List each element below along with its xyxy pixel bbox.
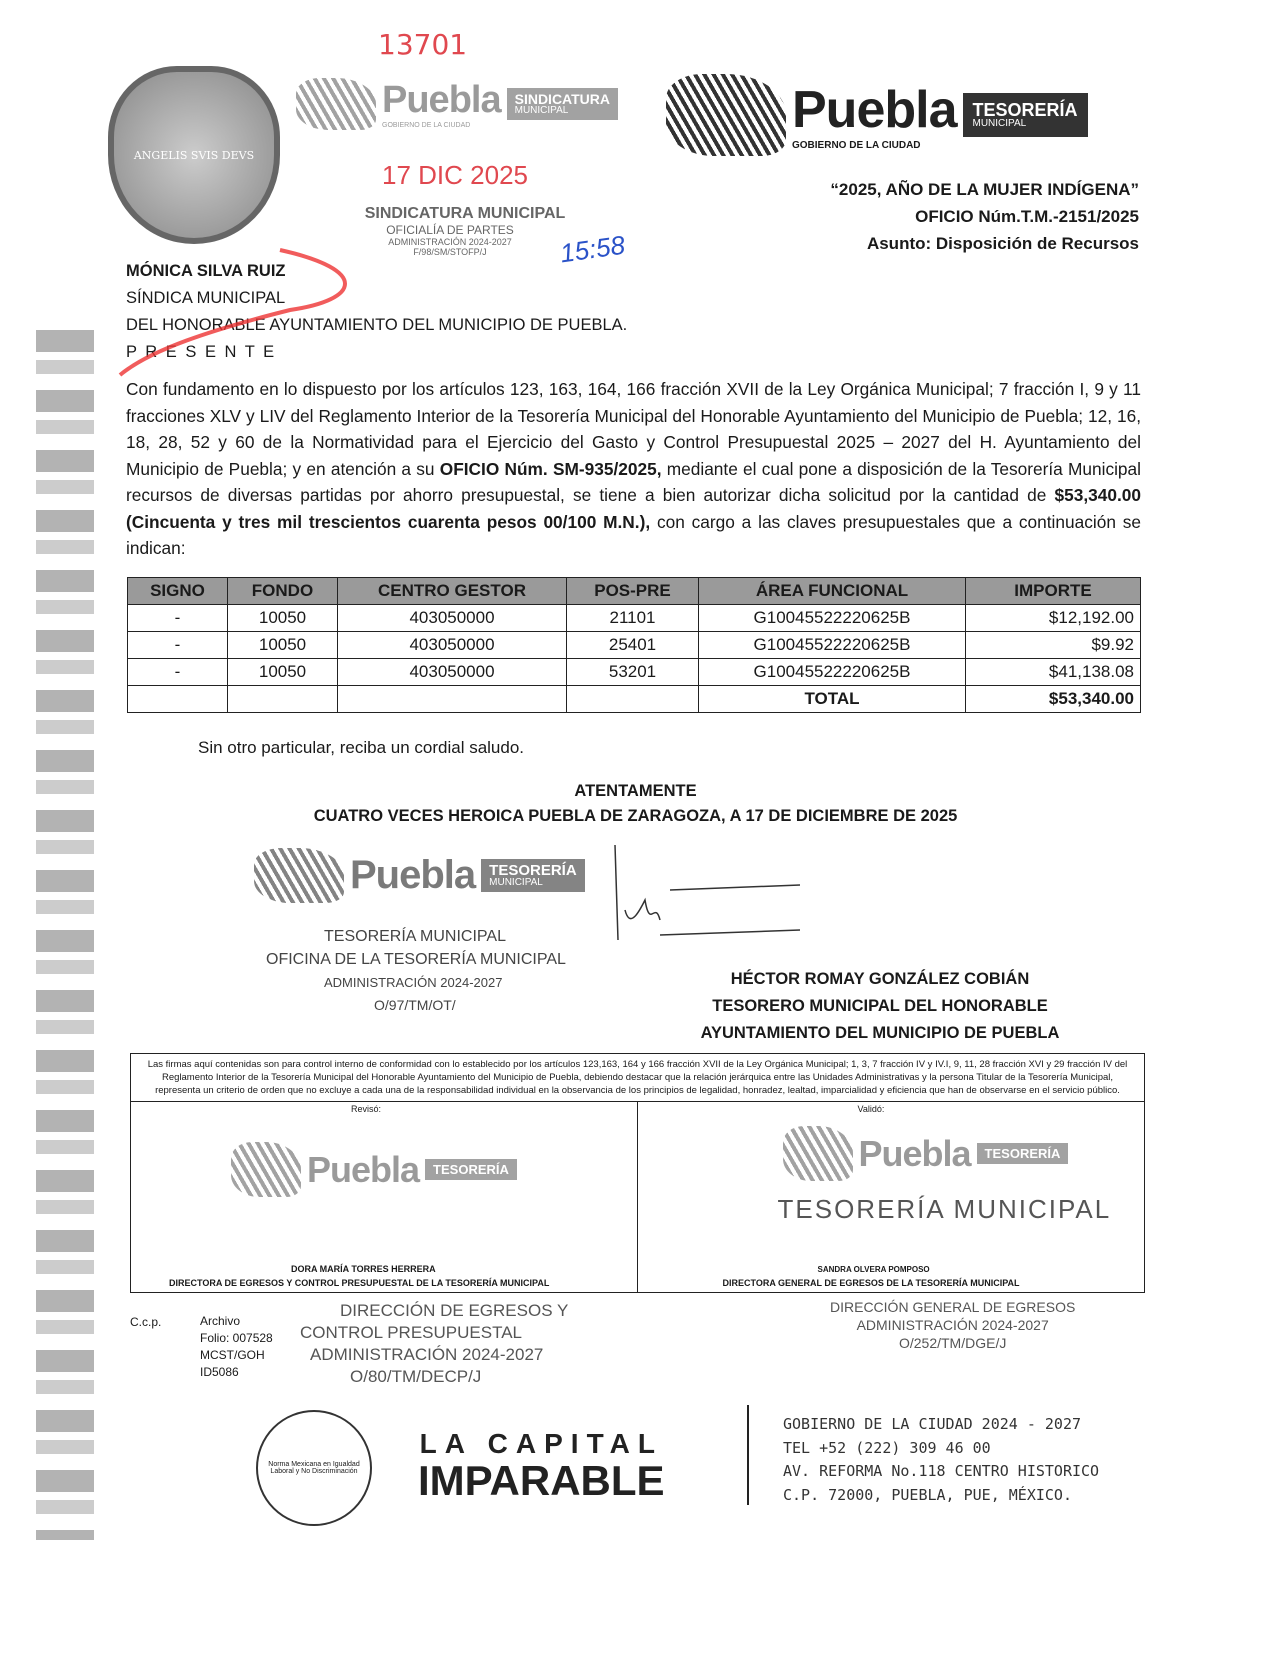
table-row: - 10050 403050000 21101 G10045522220625B $12,192.00 [128,605,1141,632]
slogan: LA CAPITAL IMPARABLE [418,1428,665,1504]
subject: Asunto: Disposición de Recursos [866,234,1139,253]
ccp-list: Archivo Folio: 007528 MCST/GOH ID5086 [200,1314,273,1379]
valido-cell: Validó: Puebla TESORERÍA TESORERÍA MUNICIPAL SANDRA OLVERA POMPOSO DIRECTORA GENERAL DE EGRESOS DE LA TESORERÍA MUNICIPAL [722,1104,1112,1288]
reviso-stamp: DIRECCIÓN DE EGRESOS Y CONTROL PRESUPUESTAL ADMINISTRACIÓN 2024-2027 O/80/TM/DECP/J [300,1301,569,1386]
received-stamp: 17 DIC 2025 SINDICATURA MUNICIPAL OFICIALÍA DE PARTES ADMINISTRACIÓN 2024-2027 F/98/SM/STOFP/J [364,160,566,257]
atentamente: ATENTAMENTE [574,782,697,800]
signature-box [130,1053,1145,1293]
table-row: - 10050 403050000 25401 G10045522220625B $9.92 [128,632,1141,659]
ccp-label: C.c.p. [130,1315,162,1329]
disclaimer: Las firmas aquí contenidas son para control interno de conformidad con lo establecido por los artículos 123,163, 164 y 166 fracción XVII de la Ley Orgánica Municipal; 1, 3, 7 fracción IV y IV.I, 9, 11, 28 fracción XVI y 29 fracción IV del Reglamento Interior de la Tesorería Municipal del Honorable Ayuntamiento del Municipio de Puebla, debiendo destacar que la relación jerárquica entre las Unidades Administrativas y la persona Titular de la Tesorería Municipal, representa un criterio de orden que no excluye a cada una de la responsabilidad individual en la observancia de los principios de legalidad, honradez, lealtad, imparcialidad y eficiencia que han de observarse en el servicio público. [131,1054,1144,1102]
logo-sindicatura: Puebla GOBIERNO DE LA CIUDAD SINDICATURA MUNICIPAL [296,78,618,130]
treasurer-signature [600,840,810,950]
oficio-number: OFICIO Núm.T.M.-2151/2025 [915,207,1139,226]
closing-text: Sin otro particular, reciba un cordial saludo. [198,738,525,757]
reviso-cell: Revisó: Puebla TESORERÍA DORA MARÍA TORRES HERRERA DIRECTORA DE EGRESOS Y CONTROL PRESUPUESTAL DE LA TESORERÍA MUNICIPAL [131,1102,638,1292]
footer-info: GOBIERNO DE LA CIUDAD 2024 - 2027 TEL +52 (222) 309 46 00 AV. REFORMA No.118 CENTRO HISTORICO C.P. 72000, PUEBLA, PUE, MÉXICO. [783,1415,1100,1504]
addressee: MÓNICA SILVA RUIZ SÍNDICA MUNICIPAL DEL HONORABLE AYUNTAMIENTO DEL MUNICIPIO DE PUEBLA. P R E S E N T E [126,262,628,361]
footer-divider [747,1405,749,1505]
city-seal: ANGELIS SVIS DEVS [108,66,280,244]
budget-table: SIGNO FONDO CENTRO GESTOR POS-PRE ÁREA FUNCIONAL IMPORTE - 10050 403050000 21101 G10045522220625B $12,192.00 - 10050 403050000 25401 G10045522220625B $9.92 - 10050 403050000 53201 G10045522220625B $41,138.08 TOTAL $53,340.00 [127,577,1141,713]
place-date: CUATRO VECES HEROICA PUEBLA DE ZARAGOZA, A 17 DE DICIEMBRE DE 2025 [313,807,958,825]
equality-seal: Norma Mexicana en Igualdad Laboral y No Discriminación [256,1410,372,1526]
red-pen-mark [110,240,370,380]
body-paragraph: Con fundamento en lo dispuesto por los artículos 123, 163, 164, 166 fracción XVII de la Ley Orgánica Municipal; 7 fracción I, 9 y 11 fracciones XLV y LIV del Reglamento Interior de la Tesorería Municipal del Honorable Ayuntamiento del Municipio de Puebla; 12, 16, 18, 28, 52 y 60 de la Normatividad para el Ejercicio del Gasto y Control Presupuestal 2025 – 2027 del H. Ayuntamiento del Municipio de Puebla; y en atención a su OFICIO Núm. SM-935/2025, mediante el cual pone a disposición de la Tesorería Municipal recursos de diversas partidas por ahorro presupuestal, se tiene a bien autorizar dicha solicitud por la cantidad de $53,340.00 (Cincuenta y tres mil trescientos cuarenta pesos 00/100 M.N.), con cargo a las claves presupuestales que a continuación se indican: [126,379,1141,558]
logo-tesoreria-stamp: Puebla TESORERÍA MUNICIPAL [254,848,585,903]
valido-stamp: DIRECCIÓN GENERAL DE EGRESOS ADMINISTRACIÓN 2024-2027 O/252/TM/DGE/J [830,1299,1076,1351]
table-row: - 10050 403050000 53201 G10045522220625B $41,138.08 [128,659,1141,686]
document-header [830,176,1139,257]
total-row: TOTAL $53,340.00 [128,686,1141,713]
signer-block: HÉCTOR ROMAY GONZÁLEZ COBIÁN TESORERO MUNICIPAL DEL HONORABLE AYUNTAMIENTO DEL MUNICIPIO DE PUEBLA [700,970,1060,1042]
received-time: 15:58 [558,229,627,269]
year-motto: “2025, AÑO DE LA MUJER INDÍGENA” [830,180,1139,199]
treasury-stamp: TESORERÍA MUNICIPAL OFICINA DE LA TESORERÍA MUNICIPAL ADMINISTRACIÓN 2024-2027 O/97/TM/OT/ [266,928,566,1013]
logo-tesoreria: Puebla GOBIERNO DE LA CIUDAD TESORERÍA MUNICIPAL [666,74,1088,156]
decorative-border [36,330,94,1540]
stamp-number: 13701 [378,28,468,61]
